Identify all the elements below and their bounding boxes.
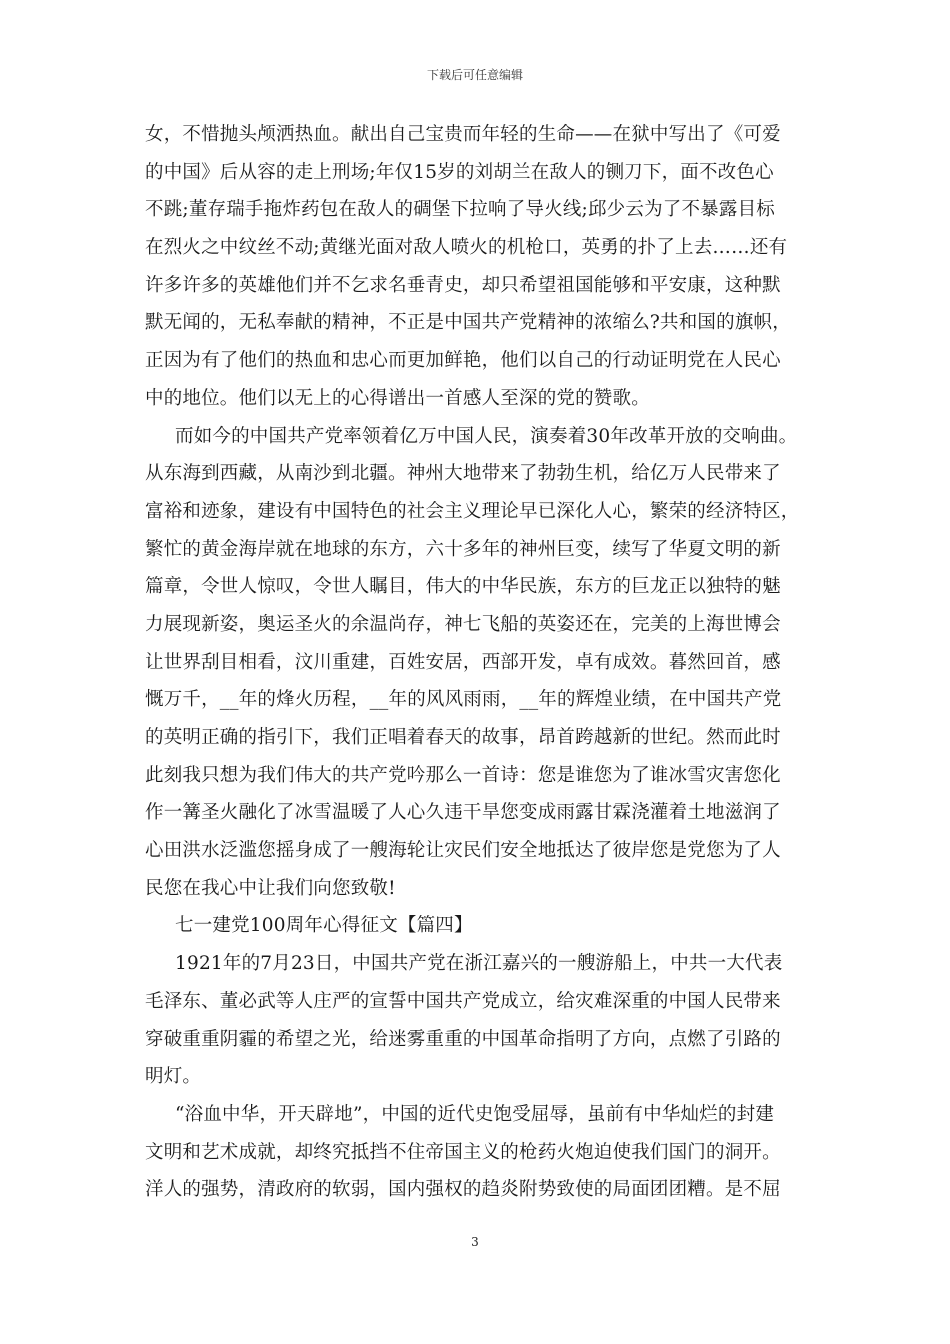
text-line: 明灯。 — [145, 1066, 202, 1088]
text-line: 的英明正确的指引下，我们正唱着春天的故事，昂首跨越新的世纪。然而此时 — [145, 727, 781, 748]
text-line: 毛泽东、董必武等人庄严的宣誓中国共产党成立，给灾难深重的中国人民带来 — [145, 990, 781, 1012]
text-line: 正因为有了他们的热血和忠心而更加鲜艳，他们以自己的行动证明党在人民心 — [145, 350, 781, 372]
section-heading: 七一建党100周年心得征文【篇四】 — [175, 915, 473, 937]
text-line: “浴血中华，开天辟地”，中国的近代史饱受屈辱，虽前有中华灿烂的封建 — [175, 1103, 775, 1125]
text-line: 篇章，令世人惊叹，令世人瞩目，伟大的中华民族，东方的巨龙正以独特的魅 — [145, 576, 781, 598]
text-line: 此刻我只想为我们伟大的共产党吟那么一首诗：您是谁您为了谁冰雪灾害您化 — [145, 764, 781, 786]
text-line: 默无闻的，无私奉献的精神，不正是中国共产党精神的浓缩么?共和国的旗帜， — [145, 312, 791, 334]
text-line: 作一篝圣火融化了冰雪温暖了人心久违干旱您变成雨露甘霖浇灌着土地滋润了 — [145, 802, 781, 824]
text-line: 在烈火之中纹丝不动;黄继光面对敌人喷火的机枪口，英勇的扑了上去……还有 — [145, 237, 788, 259]
text-line: 文明和艺术成就，却终究抵挡不住帝国主义的枪药火炮迫使我们国门的洞开。 — [145, 1141, 781, 1163]
text-line: 而如今的中国共产党率领着亿万中国人民，演奏着30年改革开放的交响曲。 — [175, 425, 798, 447]
text-line: 洋人的强势，清政府的软弱，国内强权的趋炎附势致使的局面团团糟。是不屈 — [145, 1179, 781, 1201]
text-line: 从东海到西藏，从南沙到北疆。神州大地带来了勃勃生机，给亿万人民带来了 — [145, 463, 781, 485]
text-line: 女，不惜抛头颅洒热血。献出自己宝贵而年轻的生命——在狱中写出了《可爱 — [145, 124, 781, 145]
text-line: 中的地位。他们以无上的心得谱出一首感人至深的党的赞歌。 — [145, 387, 650, 409]
text-line: 心田洪水泛滥您摇身成了一艘海轮让灾民们安全地抵达了彼岸您是党您为了人 — [145, 840, 781, 862]
text-line: 的中国》后从容的走上刑场;年仅15岁的刘胡兰在敌人的铡刀下，面不改色心 — [145, 161, 774, 183]
text-line: 民您在我心中让我们向您致敬! — [145, 877, 396, 899]
text-line: 慨万千，__年的烽火历程，__年的风风雨雨，__年的辉煌业绩，在中国共产党 — [145, 689, 782, 711]
text-line: 1921年的7月23日，中国共产党在浙江嘉兴的一艘游船上，中共一大代表 — [175, 953, 783, 975]
text-line: 不跳;董存瑞手拖炸药包在敌人的碉堡下拉响了导火线;邱少云为了不暴露目标 — [145, 199, 775, 221]
text-line: 让世界刮目相看，汶川重建，百姓安居，西部开发，卓有成效。暮然回首，感 — [145, 651, 781, 673]
text-line: 穿破重重阴霾的希望之光，给迷雾重重的中国革命指明了方向，点燃了引路的 — [145, 1028, 781, 1050]
document-body — [145, 116, 810, 1209]
page-number: 3 — [471, 1235, 479, 1249]
text-line: 力展现新姿，奥运圣火的余温尚存，神七飞船的英姿还在，完美的上海世博会 — [145, 613, 781, 635]
text-line: 繁忙的黄金海岸就在地球的东方，六十多年的神州巨变，续写了华夏文明的新 — [145, 538, 781, 560]
text-line: 许多许多的英雄他们并不乞求名垂青史，却只希望祖国能够和平安康，这种默 — [145, 274, 781, 296]
page-header: 下载后可任意编辑 — [426, 68, 523, 82]
text-line: 富裕和迹象，建设有中国特色的社会主义理论早已深化人心，繁荣的经济特区， — [145, 500, 800, 522]
